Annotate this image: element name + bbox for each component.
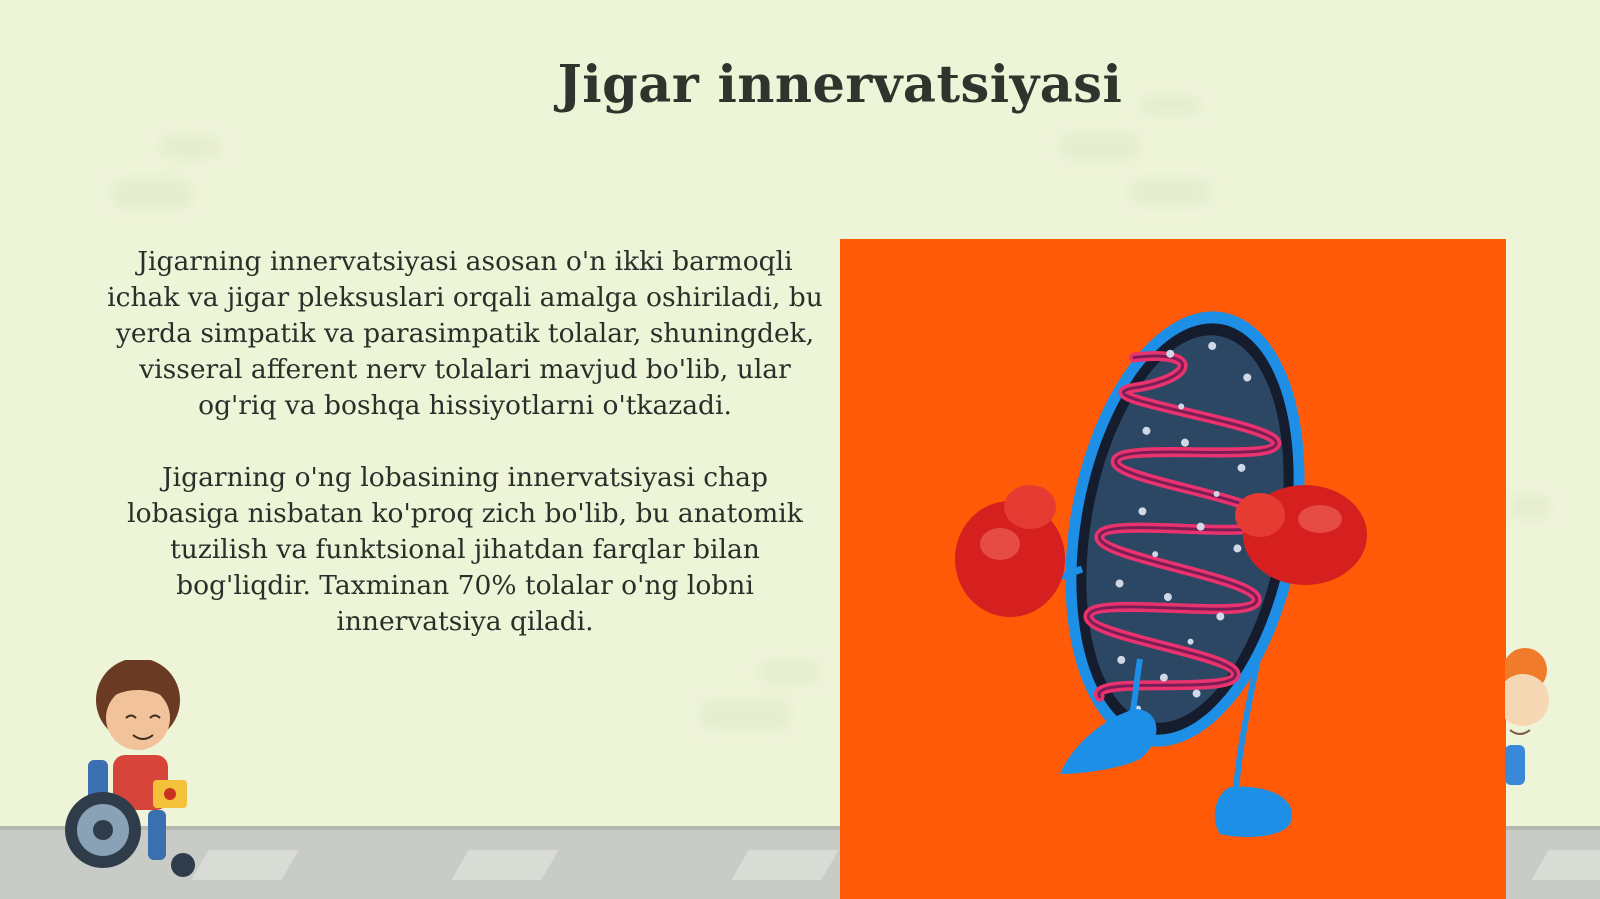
right-foot [1215, 787, 1292, 837]
background-blob [1060, 132, 1140, 160]
paragraph-right-lobe: Jigarning o'ng lobasining innervatsiyasi chap lobasiga nisbatan ko'proq zich bo'lib, bu anatomik tuzilish va funktsional jihatdan farqlar bilan bog'liqdir. Taxminan 70% tolalar o'ng lobni innervatsiya qiladi. [127, 462, 803, 637]
girl-in-wheelchair-icon [58, 660, 238, 890]
background-blob [1510, 495, 1550, 519]
road-dash [451, 850, 558, 880]
mitochondrion-boxer-icon [840, 239, 1506, 899]
background-blob [1130, 178, 1210, 206]
paragraph-innervation-overview: Jigarning innervatsiyasi asosan o'n ikki barmoqli ichak va jigar pleksuslari orqali amalga oshiriladi, bu yerda simpatik va parasimpatik tolalar, shuningdek, visseral afferent nerv tolalari mavjud bo'lib, ular og'riq va boshqa hissiyotlarni o'tkazadi. [107, 246, 823, 421]
background-blob [700, 700, 790, 730]
background-blob [112, 178, 192, 208]
mitochondrion-illustration[interactable] [840, 239, 1506, 899]
background-blob [160, 135, 220, 159]
road-dash [731, 850, 838, 880]
left-boxing-glove [955, 485, 1065, 617]
slide-body [104, 244, 826, 676]
boy-peeking-icon [1505, 640, 1565, 800]
slide-title: Jigar innervatsiyasi [557, 55, 1123, 115]
